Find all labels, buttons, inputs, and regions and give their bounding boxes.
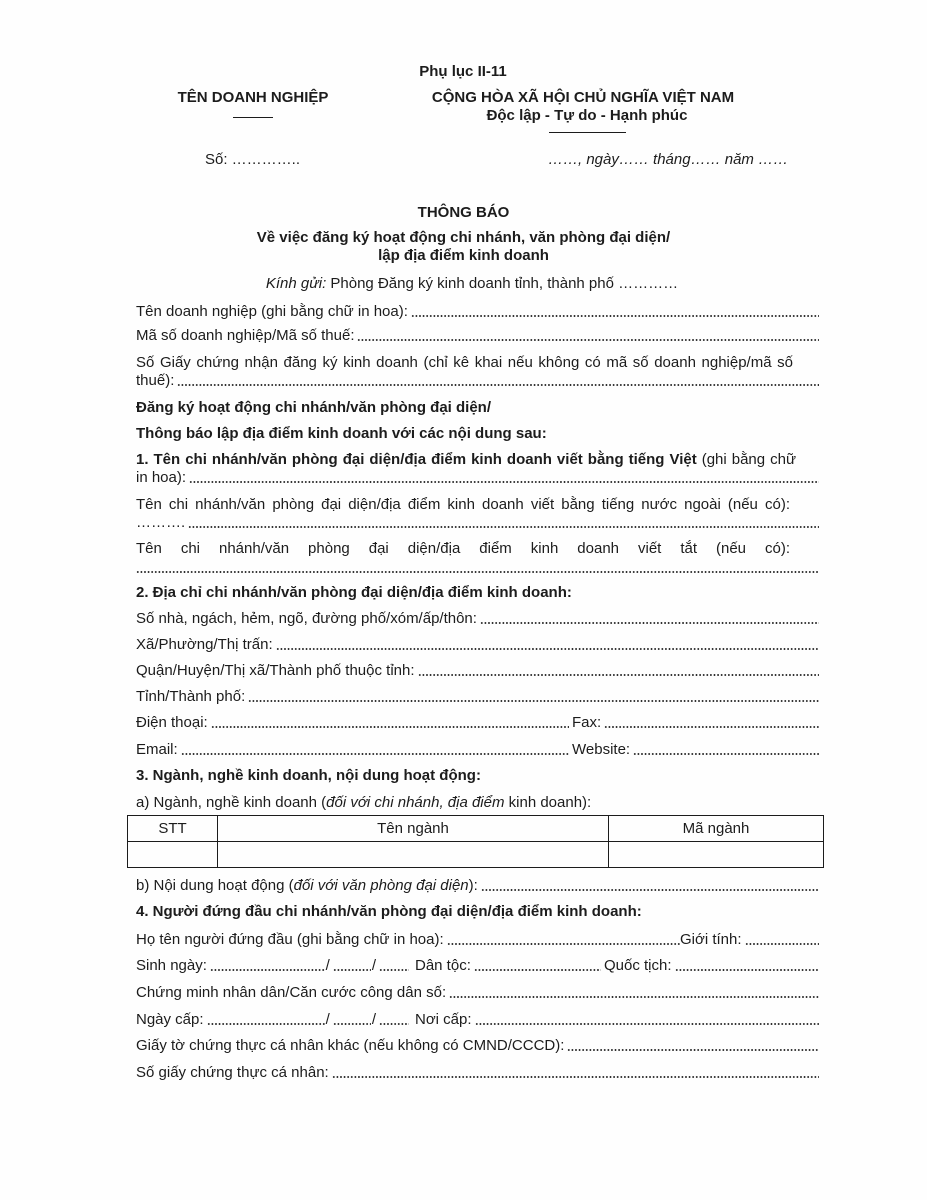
ward-blank — [276, 648, 819, 650]
foreign-name-label: Tên chi nhánh/văn phòng đại diện/địa điểm kinh doanh viết bằng tiếng nước ngoài (nếu có): — [136, 496, 790, 513]
enterprise-name-row — [136, 303, 820, 321]
foreign-name-blank — [188, 526, 819, 528]
date-line: ……, ngày…… tháng…… năm …… — [548, 151, 789, 168]
section-4-heading: 4. Người đứng đầu chi nhánh/văn phòng đại diện/địa điểm kinh doanh: — [136, 903, 642, 920]
nationality-label: Quốc tịch: — [604, 957, 672, 974]
table-row — [128, 842, 824, 868]
abbrev-name-row — [136, 559, 820, 577]
subject-line-2: lập địa điểm kinh doanh — [378, 247, 549, 264]
gender-label: Giới tính: — [680, 931, 742, 948]
issue-day-blank — [207, 1023, 325, 1025]
business-lines-table — [127, 815, 824, 868]
ethnicity-field — [410, 957, 602, 975]
issue-place-blank — [475, 1023, 819, 1025]
gender-field — [680, 931, 820, 949]
fax-blank — [604, 726, 819, 728]
activity-content-row — [136, 877, 820, 895]
national-motto: Độc lập - Tự do - Hạnh phúc — [486, 107, 688, 124]
enterprise-name-blank — [411, 315, 819, 317]
nationality-field — [602, 957, 820, 975]
id-number-row — [136, 984, 820, 1002]
issue-place-field — [410, 1011, 820, 1029]
issue-place-label: Nơi cấp: — [415, 1011, 472, 1028]
company-name-label: TÊN DOANH NGHIỆP — [177, 89, 329, 106]
district-row — [136, 662, 820, 680]
business-certificate-label: Số Giấy chứng nhận đăng ký kinh doanh (chỉ kê khai nếu không có mã số doanh nghiệp/mã số — [136, 354, 793, 371]
foreign-name-fill: ………. — [136, 514, 186, 531]
street-row — [136, 610, 820, 628]
table-cell — [128, 842, 218, 868]
website-field — [570, 741, 820, 759]
foreign-name-row — [136, 514, 820, 532]
table-cell — [218, 842, 609, 868]
company-name-underline — [233, 117, 273, 118]
tax-code-label: Mã số doanh nghiệp/Mã số thuế: — [136, 327, 355, 344]
issue-date-field — [136, 1011, 410, 1029]
other-document-row — [136, 1037, 820, 1055]
issue-date-label: Ngày cấp: — [136, 1011, 204, 1028]
birth-day-blank — [210, 969, 325, 971]
birth-year-blank — [379, 969, 409, 971]
business-certificate-row — [136, 372, 820, 390]
head-name-label: Họ tên người đứng đầu (ghi bằng chữ in hoa): — [136, 931, 444, 948]
id-number-blank — [449, 996, 819, 998]
date-separator: / — [371, 957, 376, 974]
activity-content-suffix: ): — [468, 877, 478, 894]
subject-line-1: Về việc đăng ký hoạt động chi nhánh, văn phòng đại diện/ — [256, 229, 671, 246]
nationality-blank — [675, 969, 819, 971]
vietnamese-name-row — [136, 469, 820, 487]
province-label: Tỉnh/Thành phố: — [136, 688, 246, 705]
business-lines-italic: đối với chi nhánh, địa điểm — [326, 794, 505, 811]
email-blank — [181, 753, 569, 755]
province-blank — [248, 700, 819, 702]
date-separator: / — [371, 1011, 376, 1028]
intro-line-1: Đăng ký hoạt động chi nhánh/văn phòng đại diện/ — [136, 399, 492, 416]
appendix-label: Phụ lục II-11 — [419, 63, 507, 80]
gender-blank — [745, 943, 819, 945]
birth-date-label: Sinh ngày: — [136, 957, 207, 974]
ward-label: Xã/Phường/Thị trấn: — [136, 636, 273, 653]
tax-code-row — [136, 327, 820, 345]
business-certificate-label-cont: thuế): — [136, 372, 175, 389]
recipient-line — [222, 275, 722, 293]
phone-label: Điện thoại: — [136, 714, 208, 731]
enterprise-name-label: Tên doanh nghiệp (ghi bằng chữ in hoa): — [136, 303, 408, 320]
vietnamese-name-blank — [189, 481, 819, 483]
street-label: Số nhà, ngách, hẻm, ngõ, đường phố/xóm/ấp/thôn: — [136, 610, 477, 627]
recipient-text: Phòng Đăng ký kinh doanh tỉnh, thành phố ………… — [326, 275, 679, 292]
ward-row — [136, 636, 820, 654]
abbrev-name-label: Tên chi nhánh/văn phòng đại diện/địa điểm kinh doanh viết tắt (nếu có): — [136, 540, 790, 557]
tax-code-blank — [357, 339, 819, 341]
personal-document-number-blank — [332, 1076, 819, 1078]
head-name-field — [136, 931, 680, 949]
column-header-name: Tên ngành — [218, 816, 609, 842]
column-header-code: Mã ngành — [609, 816, 824, 842]
section-3-heading: 3. Ngành, nghề kinh doanh, nội dung hoạt động: — [136, 767, 481, 784]
birth-month-blank — [333, 969, 371, 971]
birth-date-field — [136, 957, 410, 975]
website-blank — [633, 753, 819, 755]
section-1-title: 1. Tên chi nhánh/văn phòng đại diện/địa điểm kinh doanh viết bằng tiếng Việt — [136, 451, 697, 468]
head-name-row — [136, 931, 820, 949]
date-separator: / — [325, 1011, 330, 1028]
ethnicity-label: Dân tộc: — [415, 957, 471, 974]
column-header-stt: STT — [128, 816, 218, 842]
section-1-note-cont: in hoa): — [136, 469, 187, 486]
country-name: CỘNG HÒA XÃ HỘI CHỦ NGHĨA VIỆT NAM — [431, 89, 735, 106]
abbrev-name-blank — [136, 571, 819, 573]
phone-field — [136, 714, 570, 732]
intro-line-2: Thông báo lập địa điểm kinh doanh với các nội dung sau: — [136, 425, 547, 442]
district-label: Quận/Huyện/Thị xã/Thành phố thuộc tỉnh: — [136, 662, 415, 679]
issue-month-blank — [333, 1023, 371, 1025]
date-separator: / — [325, 957, 330, 974]
activity-content-prefix: b) Nội dung hoạt động ( — [136, 877, 294, 894]
business-lines-suffix: kinh doanh): — [504, 794, 592, 811]
document-number: Số: ………….. — [205, 151, 301, 168]
province-row — [136, 688, 820, 706]
website-label: Website: — [572, 741, 631, 758]
fax-field — [570, 714, 820, 732]
issue-row — [136, 1011, 820, 1029]
other-document-label: Giấy tờ chứng thực cá nhân khác (nếu không có CMND/CCCD): — [136, 1037, 565, 1054]
recipient-prefix: Kính gửi: — [265, 275, 327, 292]
personal-document-number-label: Số giấy chứng thực cá nhân: — [136, 1064, 329, 1081]
id-number-label: Chứng minh nhân dân/Căn cước công dân số: — [136, 984, 447, 1001]
email-field — [136, 741, 570, 759]
phone-blank — [211, 726, 569, 728]
table-header-row — [128, 816, 824, 842]
district-blank — [418, 674, 819, 676]
other-document-blank — [567, 1049, 819, 1051]
fax-label: Fax: — [572, 714, 602, 731]
head-name-blank — [447, 943, 680, 945]
email-website-row — [136, 741, 820, 759]
business-lines-prefix: a) Ngành, nghề kinh doanh ( — [136, 794, 327, 811]
document-number-row — [136, 1064, 820, 1082]
birth-row — [136, 957, 820, 975]
email-label: Email: — [136, 741, 178, 758]
business-lines-label — [136, 794, 591, 812]
activity-content-blank — [481, 889, 819, 891]
table-cell — [609, 842, 824, 868]
ethnicity-blank — [474, 969, 601, 971]
phone-fax-row — [136, 714, 820, 732]
section-1-note: (ghi bằng chữ — [696, 451, 796, 468]
motto-underline — [549, 132, 626, 133]
street-blank — [480, 622, 819, 624]
activity-content-italic: đối với văn phòng đại diện — [293, 877, 469, 894]
section-2-heading: 2. Địa chỉ chi nhánh/văn phòng đại diện/địa điểm kinh doanh: — [136, 584, 572, 601]
business-certificate-blank — [177, 384, 819, 386]
section-1-heading — [136, 451, 796, 469]
issue-year-blank — [379, 1023, 409, 1025]
document-title: THÔNG BÁO — [417, 204, 510, 221]
